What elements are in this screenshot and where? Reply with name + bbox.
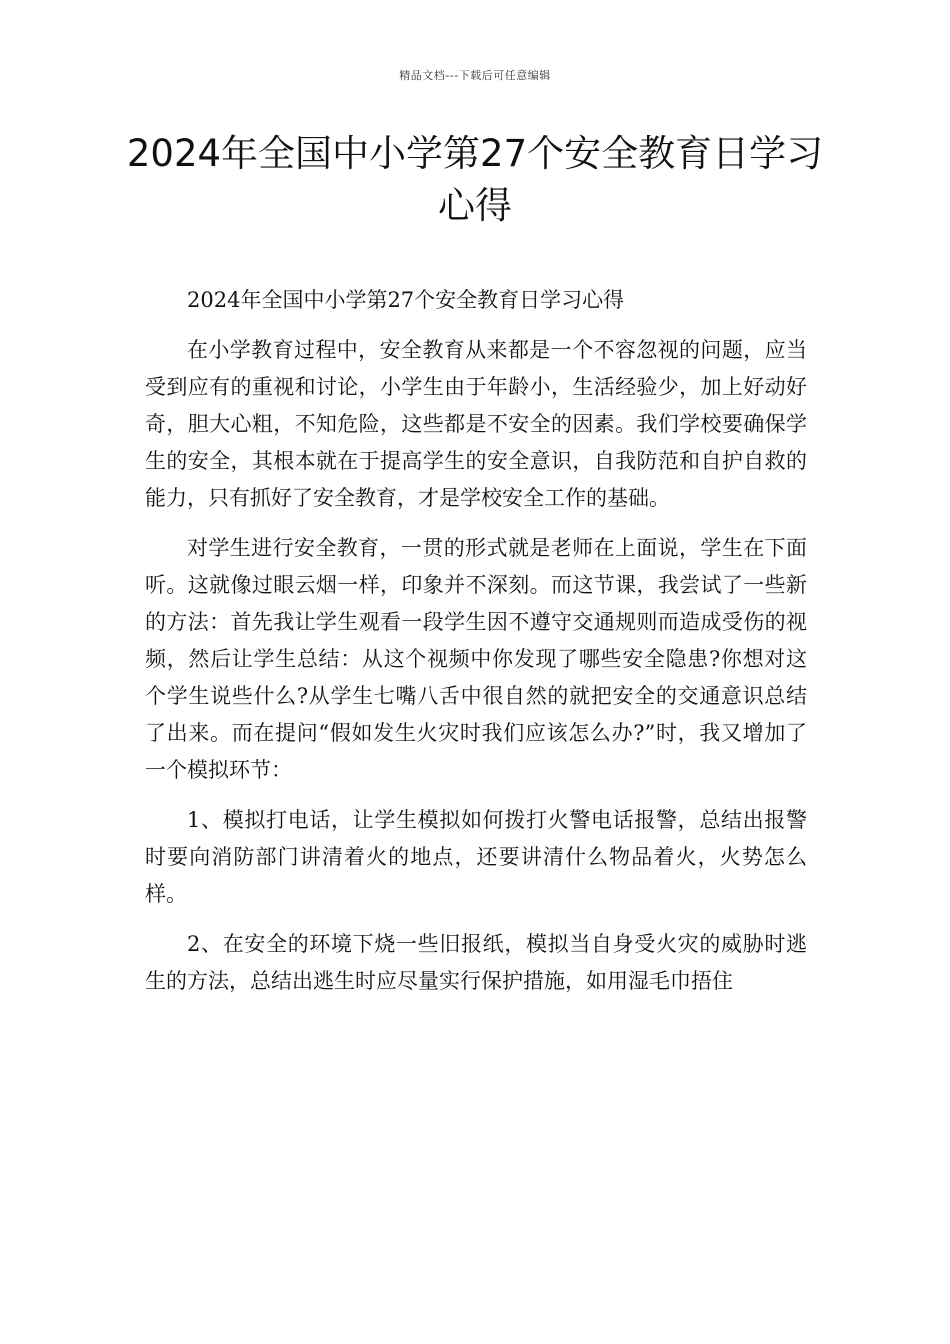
document-title: 2024年全国中小学第27个安全教育日学习心得: [126, 132, 824, 227]
page-header: 精品文档---下载后可任意编辑: [399, 69, 551, 82]
paragraph: 2、在安全的环境下烧一些旧报纸，模拟当自身受火灾的威胁时逃生的方法，总结出逃生时应尽量实行保护措施，如用湿毛巾捂住: [145, 932, 807, 993]
paragraph: 对学生进行安全教育，一贯的形式就是老师在上面说，学生在下面听。这就像过眼云烟一样，印象并不深刻。而这节课，我尝试了一些新的方法：首先我让学生观看一段学生因不遵守交通规则而造成受伤的视频，然后让学生总结：从这个视频中你发现了哪些安全隐患?你想对这个学生说些什么?从学生七嘴八舌中很自然的就把安全的交通意识总结了出来。而在提问“假如发生火灾时我们应该怎么办?”时，我又增加了一个模拟环节：: [145, 536, 807, 782]
document-body: [145, 282, 807, 1013]
paragraph-subtitle: 2024年全国中小学第27个安全教育日学习心得: [187, 288, 625, 312]
paragraph: 1、模拟打电话，让学生模拟如何拨打火警电话报警，总结出报警时要向消防部门讲清着火的地点，还要讲清什么物品着火，火势怎么样。: [145, 808, 807, 906]
paragraph: 在小学教育过程中，安全教育从来都是一个不容忽视的问题，应当受到应有的重视和讨论，小学生由于年龄小，生活经验少，加上好动好奇，胆大心粗，不知危险，这些都是不安全的因素。我们学校要确保学生的安全，其根本就在于提高学生的安全意识，自我防范和自护自救的能力，只有抓好了安全教育，才是学校安全工作的基础。: [145, 338, 807, 510]
